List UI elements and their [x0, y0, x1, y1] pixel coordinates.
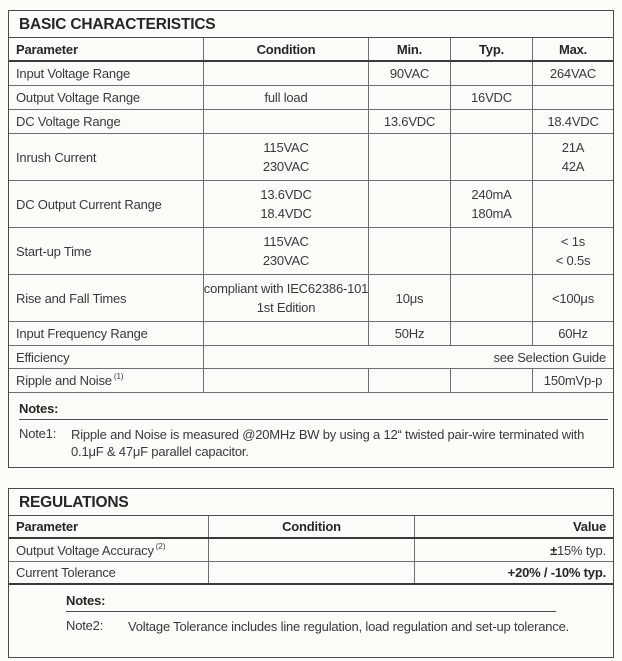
table-row-dc-output-current-range	[9, 181, 613, 228]
cell-condition	[204, 228, 369, 274]
condition-line-1: 115VAC	[263, 234, 309, 249]
header-parameter: Parameter	[9, 516, 209, 537]
notes-divider	[19, 419, 608, 420]
typ-line-2: 180mA	[471, 206, 512, 221]
note2-text: Voltage Tolerance includes line regulation, load regulation and set-up tolerance.	[128, 619, 570, 634]
header-condition: Condition	[204, 38, 369, 60]
cell-parameter: Current Tolerance	[9, 562, 209, 583]
cell-parameter: DC Output Current Range	[9, 181, 204, 227]
note-reference-superscript: (2)	[155, 541, 166, 551]
table-row-input-frequency-range	[9, 322, 613, 346]
header-max: Max.	[558, 41, 588, 57]
table-row-output-voltage-range	[9, 86, 613, 110]
cell-max: <100μs	[551, 290, 595, 306]
basic-section-title: BASIC CHARACTERISTICS	[9, 11, 613, 38]
note2	[66, 618, 608, 635]
header-value: Value	[573, 519, 606, 534]
cell-condition	[204, 110, 369, 133]
cell-value	[415, 539, 613, 561]
cell-typ	[451, 62, 533, 85]
cell-parameter: Input Frequency Range	[9, 322, 204, 345]
max-line-2: < 0.5s	[555, 253, 591, 268]
cell-min	[369, 86, 451, 109]
cell-typ	[451, 181, 533, 227]
condition-line-2: 230VAC	[262, 253, 310, 268]
parameter-text: Ripple and Noise	[16, 373, 112, 388]
table-row-ripple-and-noise	[9, 369, 613, 393]
condition-line-1: 13.6VDC	[260, 187, 312, 202]
parameter-text: Output Voltage Accuracy	[16, 542, 154, 558]
cell-min	[369, 134, 451, 180]
notes-divider	[66, 611, 556, 612]
cell-min: 10μs	[369, 275, 451, 321]
note1-label: Note1:	[19, 426, 57, 441]
cell-parameter: Output Voltage Range	[9, 86, 204, 109]
regulations-section	[8, 488, 614, 658]
regulations-table	[9, 516, 613, 585]
table-row-output-voltage-accuracy	[9, 539, 613, 562]
cell-condition	[209, 539, 415, 561]
cell-typ	[451, 369, 533, 392]
table-row-efficiency	[9, 346, 613, 369]
note-reference-superscript: (1)	[113, 372, 124, 381]
cell-max: 150mVp-p	[543, 373, 603, 388]
cell-max	[533, 181, 613, 227]
condition-line-2: 18.4VDC	[260, 206, 312, 221]
note1-line2: 0.1μF & 47μF parallel capacitor.	[71, 444, 249, 459]
cell-min: 90VAC	[369, 62, 451, 85]
condition-line-2: 1st Edition	[256, 300, 316, 315]
basic-notes-block	[9, 393, 613, 460]
cell-condition	[204, 62, 369, 85]
max-line-2: 42A	[561, 159, 585, 174]
cell-parameter	[9, 369, 204, 392]
cell-condition	[204, 369, 369, 392]
cell-min: 13.6VDC	[369, 110, 451, 133]
table-row-startup-time	[9, 228, 613, 275]
header-parameter: Parameter	[9, 38, 204, 60]
cell-condition	[204, 322, 369, 345]
header-condition: Condition	[209, 516, 415, 537]
max-line-1: < 1s	[560, 234, 586, 249]
condition-line-2: 230VAC	[262, 159, 310, 174]
cell-value: +20% / -10% typ.	[507, 565, 606, 580]
cell-min	[369, 181, 451, 227]
notes-heading: Notes:	[66, 593, 106, 608]
basic-table-header-row	[9, 38, 613, 62]
cell-parameter: Efficiency	[9, 346, 204, 368]
note1	[19, 426, 608, 460]
cell-typ	[451, 228, 533, 274]
table-row-rise-fall-times	[9, 275, 613, 322]
cell-min	[369, 228, 451, 274]
cell-min	[369, 369, 451, 392]
regulations-table-header-row	[9, 516, 613, 539]
cell-parameter: Rise and Fall Times	[9, 275, 204, 321]
cell-max: 60Hz	[558, 326, 588, 341]
cell-condition: full load	[204, 86, 369, 109]
cell-parameter: DC Voltage Range	[9, 110, 204, 133]
condition-line-1: compliant with IEC62386-101	[204, 281, 369, 296]
condition-line-1: 115VAC	[263, 140, 309, 155]
basic-table	[9, 38, 613, 393]
cell-max: 18.4VDC	[547, 114, 599, 129]
table-row-inrush-current	[9, 134, 613, 181]
table-row-current-tolerance	[9, 562, 613, 585]
cell-typ	[451, 275, 533, 321]
table-row-dc-voltage-range	[9, 110, 613, 134]
cell-max	[533, 86, 613, 109]
cell-parameter: Start-up Time	[9, 228, 204, 274]
cell-min: 50Hz	[369, 322, 451, 345]
regulations-section-title: REGULATIONS	[9, 489, 613, 516]
cell-condition	[209, 562, 415, 583]
cell-typ: 16VDC	[451, 86, 533, 109]
cell-max	[533, 228, 613, 274]
cell-typ	[451, 134, 533, 180]
cell-typ	[451, 322, 533, 345]
note2-label: Note2:	[66, 618, 104, 633]
regulations-notes-block	[9, 585, 613, 635]
note1-line1: Ripple and Noise is measured @20MHz BW by using a 12“ twisted pair-wire terminated with	[71, 427, 585, 442]
notes-heading: Notes:	[19, 401, 59, 416]
header-typ: Typ.	[451, 38, 533, 60]
table-row-input-voltage-range	[9, 62, 613, 86]
plus-minus-symbol: ±	[550, 542, 557, 558]
cell-parameter: Inrush Current	[9, 134, 204, 180]
header-min: Min.	[369, 38, 451, 60]
cell-parameter: Input Voltage Range	[9, 62, 204, 85]
cell-parameter	[9, 539, 209, 561]
value-text: 15% typ.	[557, 542, 606, 558]
cell-max	[533, 134, 613, 180]
cell-typ	[451, 110, 533, 133]
typ-line-1: 240mA	[471, 187, 512, 202]
cell-merged-value: see Selection Guide	[493, 349, 606, 365]
cell-condition	[204, 275, 369, 321]
cell-condition	[204, 181, 369, 227]
basic-characteristics-section	[8, 10, 614, 468]
note1-text	[71, 426, 584, 460]
cell-condition	[204, 134, 369, 180]
cell-max: 264VAC	[549, 66, 597, 81]
max-line-1: 21A	[561, 140, 585, 155]
